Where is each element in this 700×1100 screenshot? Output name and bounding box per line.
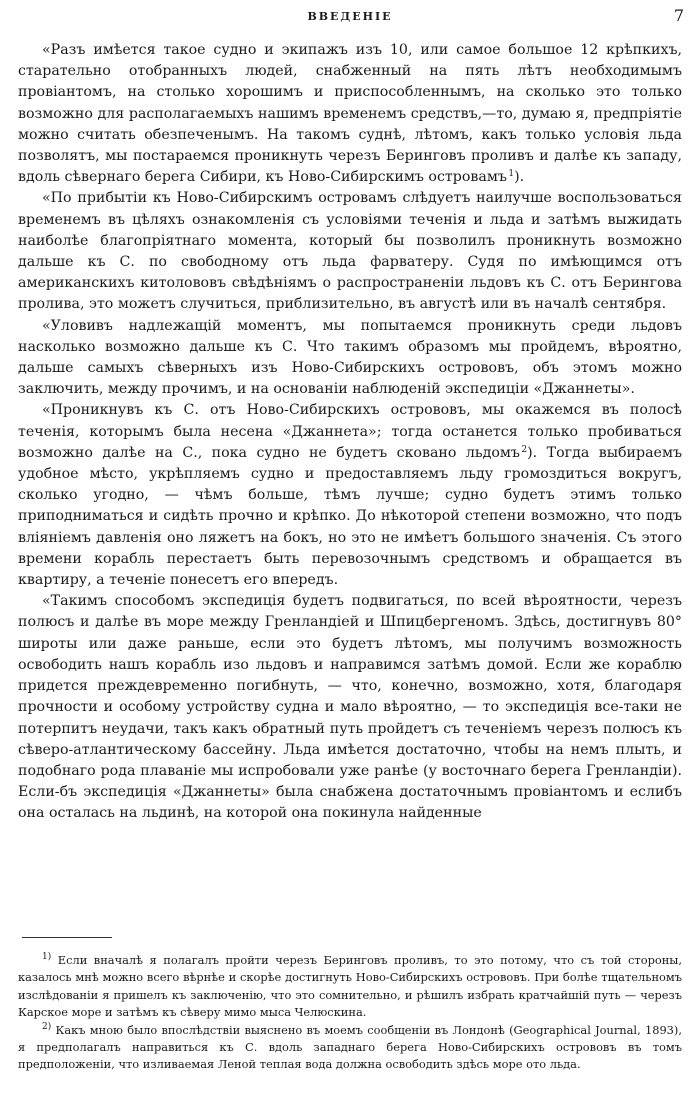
paragraph-text: «Разъ имѣется такое судно и экипажъ изъ 10, или самое большое 12 крѣпкихъ, старательно отобранныхъ людей, снабженный на пять лѣтъ необходимымъ провiантомъ, на столько хорошимъ и приспособленнымъ, на сколько это только возможно для располагаемыхъ нашимъ временемъ средствъ,—то, думаю я, предпрiятiе можно считать обезпеченымъ. На такомъ суднѣ, лѣтомъ, какъ только условiя льда позволятъ, мы постараемся проникнуть черезъ Беринговъ проливъ и далѣе къ западу, вдоль сѣвернаго берега Сибири, къ Ново-Сибирскимъ островамъ (18, 42, 682, 186)
paragraph (18, 316, 682, 401)
footnote-text: Если вначалѣ я полагалъ пройти черезъ Беринговъ проливъ, то это потому, что съ той стороны, казалось мнѣ можно всего вѣрнѣе и скорѣе достигнуть Ново-Сибирскихъ острововъ. При болѣе тщательномъ изслѣдованiи я пришелъ къ заключенiю, что это сомнительно, и рѣшилъ избрать кратчайшiй путь — черезъ Карское море и затѣмъ къ сѣверу мимо мыса Челюскина. (18, 953, 682, 1020)
footnote-mark: 2) (42, 1021, 52, 1032)
footnote-text: Какъ мною было впослѣдствiи выяснено въ моемъ сообщенiи въ Лондонѣ (Geographical Journal, 1893), я предполагалъ направиться къ С. вдоль западнаго берега Ново-Сибирскихъ острововъ въ томъ предположенiи, что изливаемая Леной теплая вода должна освободить здѣсь море ото льда. (18, 1022, 682, 1072)
paragraph (18, 591, 682, 824)
paragraph-text: «Проникнувъ къ С. отъ Ново-Сибирскихъ острововъ, мы окажемся въ полосѣ теченiя, которымъ была несена «Джаннета»; тогда останется только пробиваться возможно далѣе на С., пока судно не будетъ сковано льдомъ (18, 402, 682, 461)
paragraph-text: «По прибытiи къ Ново-Сибирскимъ островамъ слѣдуетъ наилучше воспользоваться временемъ въ цѣляхъ ознакомленiя съ условiями теченiя и льда и затѣмъ выжидать наиболѣе благопрiятнаго момента, который бы позволилъ проникнуть возможно дальше къ С. по свободному отъ льда фарватеру. Судя по имѣющимся отъ американскихъ китолововъ свѣдѣнiямъ о распространенiи льдовъ къ С. отъ Берингова пролива, это можетъ случиться, приблизительно, въ августѣ или въ началѣ сентября. (18, 190, 682, 313)
paragraph (18, 188, 682, 315)
footnotes (18, 952, 682, 1074)
paragraph-text: «Такимъ способомъ экспедицiя будетъ подвигаться, по всей вѣроятности, черезъ полюсъ и далѣе въ море между Гренландiей и Шпицбергеномъ. Здѣсь, достигнувъ 80° широты или даже раньше, если это будетъ лѣтомъ, мы получимъ возможность освободить нашъ корабль изо льдовъ и направимся затѣмъ домой. Если же кораблю придется преждевременно погибнуть, — что, конечно, возможно, хотя, благодаря прочности и особому устройству судна и мало вѣроятно, — то экспедицiя все-таки не потерпитъ неудачи, такъ какъ обратный путь пройдетъ съ теченiемъ черезъ полюсъ къ сѣверо-атлантическому бассейну. Льда имѣется достаточно, чтобы на немъ плыть, и подобнаго рода плаванiе мы испробовали уже ранѣе (у восточнаго берега Гренландiи). Если-бъ экспедицiя «Джаннеты» была снабжена достаточнымъ провiантомъ и еслибъ она осталась на льдинѣ, на которой она покинула найденные (18, 593, 682, 822)
running-title: ВВЕДЕНIЕ (307, 10, 393, 23)
footnote (18, 952, 682, 1022)
footnote-ref: 1 (508, 169, 515, 180)
footnote-mark: 1) (42, 952, 52, 962)
paragraph-text-tail: . Тогда выбираемъ удобное мѣсто, укрѣпляемъ судно и предоставляемъ льду громоздиться вокругъ, сколько угодно, — чѣмъ больше, тѣмъ лучше; судно будетъ этимъ только приподниматься и сидѣть прочно и крѣпко. До нѣкоторой степени возможно, что подъ влiянiемъ давленiя оно ляжетъ на бокъ, но это не имѣетъ большого значенiя. Съ этого времени корабль перестаетъ быть перевозочнымъ средствомъ и обращается въ квартиру, а теченiе понесетъ его впередъ. (18, 444, 683, 589)
footnote-ref-paren: ) (514, 169, 520, 186)
paragraph (18, 40, 682, 188)
paragraph (18, 400, 682, 591)
footnote-ref: 2 (521, 444, 528, 455)
footnote-divider (22, 937, 112, 938)
footnote (18, 1022, 682, 1074)
main-text (18, 40, 682, 825)
footnote-ref-paren: ) (527, 444, 533, 461)
page-number: 7 (673, 6, 684, 25)
paragraph-text: «Уловивъ надлежащiй моментъ, мы попытаемся проникнуть среди льдовъ насколько возможно дальше къ С. Что такимъ образомъ мы пройдемъ, вѣроятно, дальше самыхъ сѣверныхъ изъ Ново-Сибирскихъ острововъ, объ этомъ можно заключить, между прочимъ, и на основанiи наблюденiй экспедицiи «Джаннеты». (18, 317, 682, 398)
paragraph-text-tail: . (519, 169, 525, 186)
